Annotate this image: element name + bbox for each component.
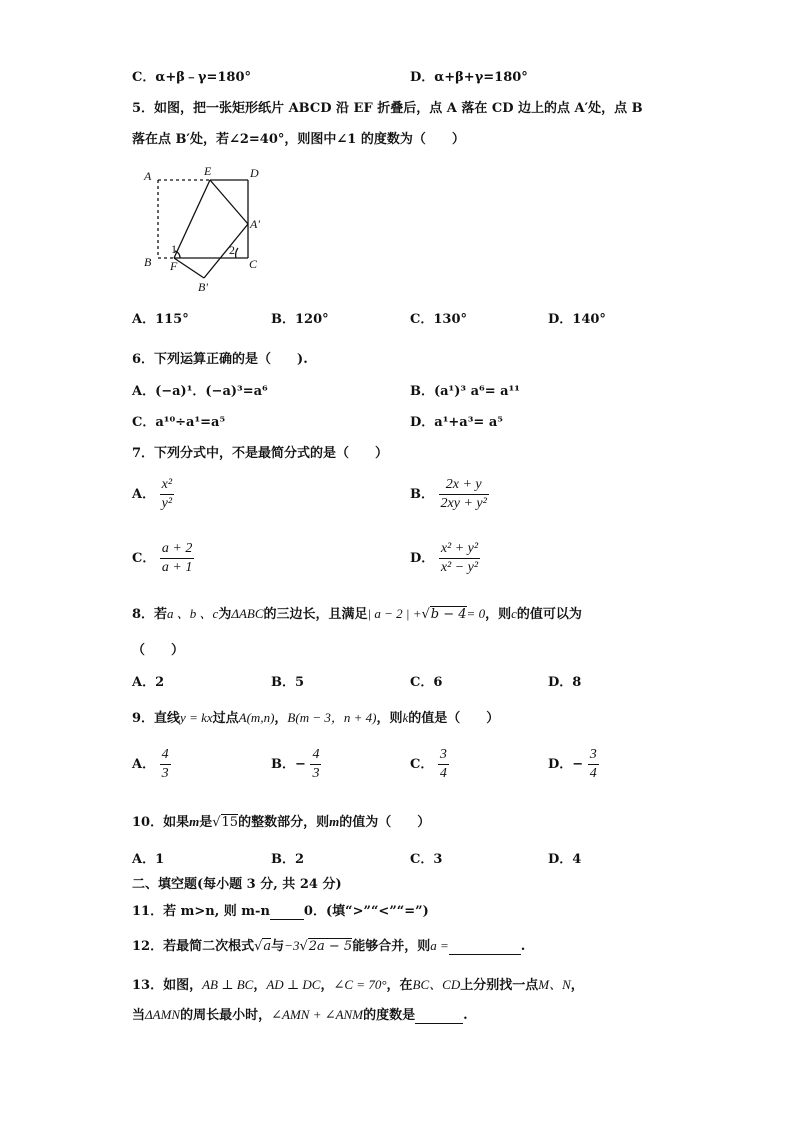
q13-line1-end: ， [570,978,584,993]
q8-option-b: B．5 [271,675,305,690]
q8-stem-pre: 8．若 [132,607,168,622]
q9-b-den: 3 [312,766,320,781]
q7-option-a [132,476,174,513]
q8-stem-vars: a 、b 、c [167,606,219,621]
q9-stem-end: 的值是（ ） [408,711,500,726]
q8-stem-end: 的值可以为 [516,607,582,622]
q9-stem [132,707,499,726]
q9-c-den: 4 [439,766,447,781]
q7-a-num: x² [160,476,174,495]
q9-stem-k: k [402,710,409,725]
q9-d-label: D． [548,757,573,772]
q8-stem-mid: 为 [218,607,232,622]
q9-b-fraction [310,746,321,783]
q13-line2-end: 的度数是 [363,1008,416,1023]
q5-option-d: D．140° [548,312,606,327]
q9-option-b [271,746,321,783]
q8-stem-line2: （ ） [132,643,185,658]
q13-line1-mn: M、N [538,977,571,992]
q9-c-label: C． [410,757,434,772]
q5-option-b: B．120° [271,312,329,327]
fig-label-d: D [250,166,259,180]
q10-stem-mid2: 的整数部分，则 [238,815,330,830]
q13-cond2: AD ⊥ DC [266,977,321,992]
q13-stem-line2 [132,1004,468,1024]
fig-ea1 [210,180,248,224]
q13-line2-expr: ∠AMN + ∠ANM [271,1007,364,1022]
q10-sqrt-sign: √ [212,815,221,830]
q7-c-den: a + 1 [161,560,193,575]
q12-pre: 12．若最简二次根式 [132,939,255,954]
q8-option-a: A．2 [132,675,165,690]
q7-option-c [132,540,194,577]
fig-label-c: C [249,257,258,271]
q9-d-sign: − [572,757,584,772]
q12-sqrt1-sign: √ [254,939,263,954]
q11-post: 0．(填“>”“<”“=”) [303,904,429,919]
q8-sqrt-sign: √ [421,607,430,622]
q10-stem-sqrt: 15 [221,815,239,830]
q12-mid2: 能够合并，则 [352,939,431,954]
q9-stem-post: ，则 [376,711,403,726]
q8-stem-eq2: = 0 [466,606,486,621]
q7-a-label: A． [132,487,156,502]
fig-b1f [174,258,204,278]
q8-stem-sqrt: b − 4 [430,607,467,622]
q9-d-num: 3 [588,746,599,765]
q13-stem-line1 [132,974,584,993]
fig-a1b1 [204,224,248,278]
q8-option-c: C．6 [410,675,443,690]
q12-coef: −3 [284,938,300,953]
fig-label-2: 2 [229,243,235,257]
fig-label-b1: B' [198,280,208,292]
q9-c-fraction [438,746,449,783]
q5-figure [140,160,270,292]
q9-stem-pre: 9．直线 [132,711,181,726]
q10-stem-m: m [189,814,200,829]
q9-stem-eq: y = kx [180,710,213,725]
q12-answer-blank[interactable] [449,939,521,955]
q9-stem-mid: 过点 [212,711,239,726]
q6-option-c: C．a¹⁰÷a¹=a⁵ [132,415,226,430]
q7-stem: 7．下列分式中，不是最简分式的是（ ） [132,446,389,461]
q8-stem-c: c [511,606,517,621]
fig-ef [174,180,210,258]
q6-option-a: A．(−a)¹．(−a)³=a⁶ [132,384,268,399]
q7-d-num: x² + y² [439,540,480,559]
q9-d-fraction [588,746,599,783]
fig-label-1: 1 [171,242,177,256]
q8-option-d: D．8 [548,675,582,690]
q9-b-num: 4 [310,746,321,765]
q7-b-den: 2xy + y² [440,496,487,511]
q4-option-c: C．α+β﹣γ=180° [132,70,251,85]
q11-stem [132,900,429,920]
q6-option-d: D．a¹+a³= a⁵ [410,415,503,430]
q10-option-c: C．3 [410,852,443,867]
q12-sqrt2: 2a − 5 [308,939,353,954]
q7-a-fraction [160,476,174,513]
q7-c-fraction [160,540,194,577]
q10-stem-m2: m [329,814,340,829]
q9-b-label: B． [271,757,295,772]
q9-a-fraction [160,746,171,783]
q7-a-den: y² [161,496,173,511]
q13-line2-mid: 的周长最小时， [180,1008,272,1023]
q9-option-c [410,746,449,783]
q12-stem [132,935,525,955]
q5-option-a: A．115° [132,312,189,327]
q6-stem: 6．下列运算正确的是（ ). [132,352,308,367]
q4-option-d: D．α+β+γ=180° [410,70,528,85]
q13-line1-mid2: 上分别找一点 [460,978,539,993]
q12-var: a = [430,938,449,953]
q13-line2-tri: ΔAMN [145,1007,181,1022]
q10-option-b: B．2 [271,852,305,867]
q12-sqrt1: a [263,939,272,954]
q7-b-num: 2x + y [439,476,489,495]
q7-option-b [410,476,489,513]
fig-label-a1: A' [250,217,260,231]
q10-option-d: D．4 [548,852,582,867]
fig-angle2-arc [236,248,238,258]
fig-label-b: B [144,255,152,269]
q9-stem-pa: A(m,n) [238,710,275,725]
q7-b-label: B． [410,487,434,502]
q9-c-num: 3 [438,746,449,765]
q9-option-a [132,746,171,783]
q13-line1-mid: ，在 [386,978,413,993]
fig-label-f: F [170,259,178,273]
q7-option-d [410,540,480,577]
q8-stem-eq1: | a − 2 | + [367,606,422,621]
q11-pre: 11．若 m>n, 则 m-n [132,904,270,919]
q13-cond1: AB ⊥ BC [202,977,254,992]
q12-end: . [520,939,526,954]
q8-stem [132,603,582,622]
q7-c-num: a + 2 [160,540,194,559]
q11-answer-blank[interactable] [270,904,304,920]
q9-a-num: 4 [160,746,171,765]
fig-label-a: A [144,169,152,183]
q12-sqrt2-sign: √ [299,939,308,954]
q10-stem-pre: 10．如果 [132,815,190,830]
q13-sep2: ， [320,978,334,993]
q13-line1-bc: BC、CD [412,977,461,992]
q8-stem-tri: ΔABC [231,606,264,621]
q8-stem-post: ，则 [485,607,512,622]
q5-option-c: C．130° [410,312,467,327]
q13-cond3: ∠C = 70° [333,977,387,992]
q7-d-label: D． [410,551,435,566]
q13-line2-pre: 当 [132,1008,146,1023]
q9-stem-sep: ， [274,711,288,726]
q7-d-den: x² − y² [440,560,479,575]
q9-a-den: 3 [161,766,169,781]
q9-option-d [548,746,599,783]
q6-option-b: B．(a¹)³ a⁶= a¹¹ [410,384,520,399]
fig-label-e: E [204,164,212,178]
q9-b-sign: − [295,757,306,772]
q10-stem [132,811,430,830]
q8-stem-mid2: 的三边长，且满足 [263,607,368,622]
q10-stem-end: 的值为（ ） [339,815,431,830]
q9-d-den: 4 [589,766,597,781]
q5-stem-line2: 落在点 B′处，若∠2=40°，则图中∠1 的度数为（ ） [132,132,465,147]
q7-d-fraction [439,540,480,577]
q13-line2-final: . [463,1008,468,1023]
q10-stem-mid: 是 [199,815,213,830]
q13-answer-blank[interactable] [415,1008,463,1024]
section-heading-fill-blank: 二、填空题(每小题 3 分, 共 24 分) [132,877,342,892]
q13-line1-pre: 13．如图， [132,978,203,993]
q10-option-a: A．1 [132,852,165,867]
q9-a-label: A． [132,757,156,772]
q7-b-fraction [439,476,489,513]
q7-c-label: C． [132,551,156,566]
q12-mid: 与 [271,939,285,954]
q9-stem-pb: B(m − 3，n + 4) [287,710,377,725]
q5-stem-line1: 5．如图，把一张矩形纸片 ABCD 沿 EF 折叠后，点 A 落在 CD 边上的点 A′处，点 B [132,101,643,116]
q13-sep1: ， [253,978,267,993]
